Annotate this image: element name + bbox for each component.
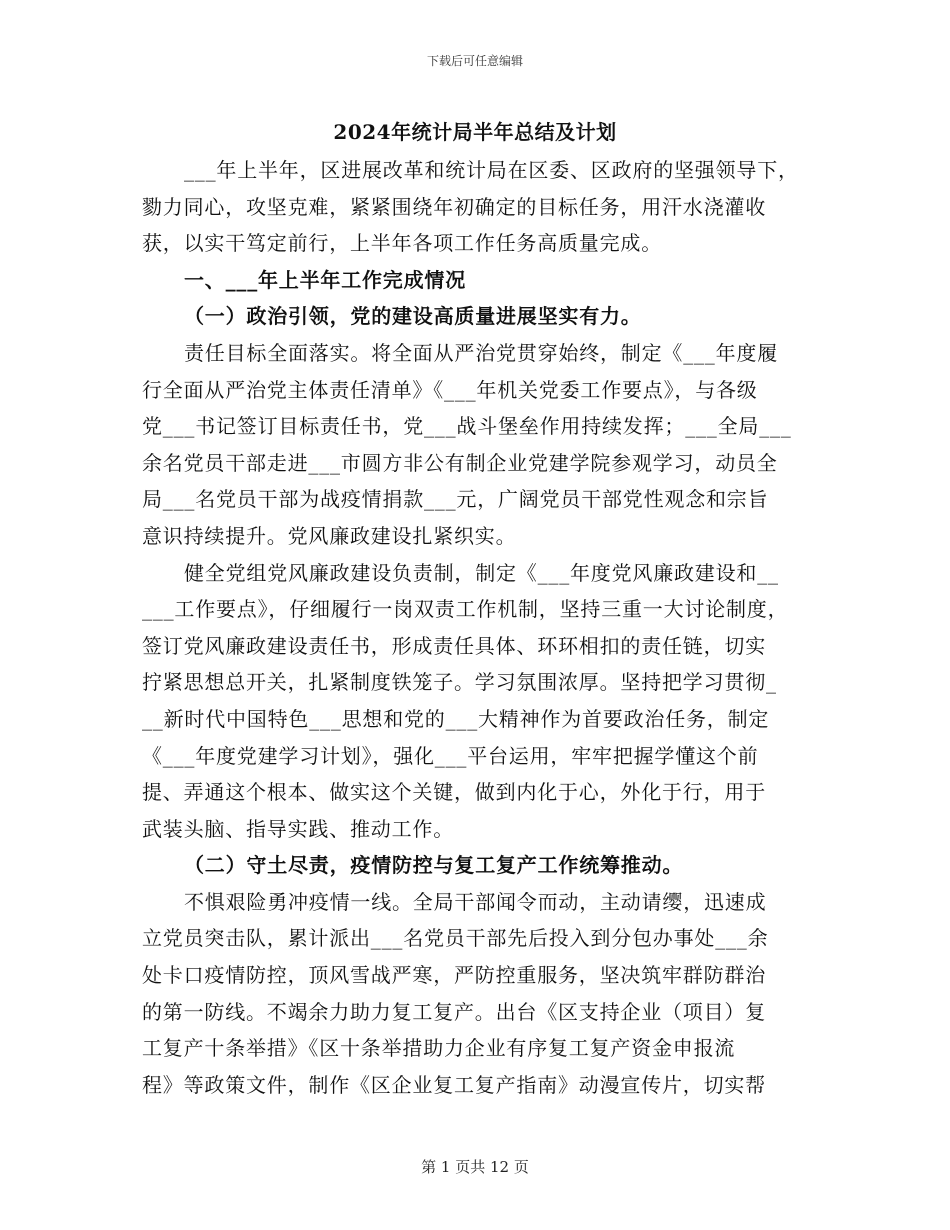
paragraph-line: 拧紧思想总开关，扎紧制度铁笼子。学习氛围浓厚。坚持把学习贯彻_ xyxy=(142,670,777,695)
document-body xyxy=(142,152,812,1103)
paragraph-line: 意识持续提升。党风廉政建设扎紧织实。 xyxy=(142,523,517,548)
paragraph-line: 获，以实干笃定前行，上半年各项工作任务高质量完成。 xyxy=(142,231,662,256)
paragraph-line: 的第一防线。不竭余力助力复工复产。出台《区支持企业（项目）复 xyxy=(142,999,766,1024)
paragraph-line: 余名党员干部走进___市圆方非公有制企业党建学院参观学习，动员全 xyxy=(142,450,778,475)
section-heading: 一、___年上半年工作完成情况 xyxy=(184,267,466,292)
paragraph-line: 党___书记签订目标责任书，党___战斗堡垒作用持续发挥；___全局___ xyxy=(142,414,792,439)
paragraph-line: 签订党风廉政建设责任书，形成责任具体、环环相扣的责任链，切实 xyxy=(142,633,766,658)
paragraph-line: 提、弄通这个根本、做实这个关键，做到内化于心，外化于行，用于 xyxy=(142,780,766,805)
paragraph-line: 不惧艰险勇冲疫情一线。全局干部闻令而动，主动请缨，迅速成 xyxy=(184,889,767,914)
paragraph-line: 程》等政策文件，制作《区企业复工复产指南》动漫宣传片，切实帮 xyxy=(142,1072,766,1097)
paragraph-line: ___工作要点》，仔细履行一岗双责工作机制，坚持三重一大讨论制度， xyxy=(142,597,789,622)
paragraph-line: 工复产十条举措》《区十条举措助力企业有序复工复产资金申报流 xyxy=(142,1036,736,1061)
document-title: 2024年统计局半年总结及计划 xyxy=(333,120,617,144)
header-note: 下载后可任意编辑 xyxy=(426,54,523,68)
paragraph-line: 局___名党员干部为战疫情捐款___元，广阔党员干部党性观念和宗旨 xyxy=(142,487,769,512)
paragraph-line: ___年上半年，区进展改革和统计局在区委、区政府的坚强领导下， xyxy=(184,158,799,182)
paragraph-line: 行全面从严治党主体责任清单》《___年机关党委工作要点》，与各级 xyxy=(142,377,758,402)
paragraph-line: 立党员突击队，累计派出___名党员干部先后投入到分包办事处___余 xyxy=(142,926,769,951)
page-footer: 第 1 页共 12 页 xyxy=(421,1158,529,1176)
paragraph-line: 《___年度党建学习计划》，强化___平台运用，牢牢把握学懂这个前 xyxy=(142,743,759,768)
section-heading: （二）守土尽责，疫情防控与复工复产工作统筹推动。 xyxy=(184,853,684,878)
paragraph-line: 健全党组党风廉政建设负责制，制定《___年度党风廉政建设和__ xyxy=(184,560,779,585)
paragraph-line: 勠力同心，攻坚克难，紧紧围绕年初确定的目标任务，用汗水浇灌收 xyxy=(142,194,766,219)
paragraph-line: 责任目标全面落实。将全面从严治党贯穿始终，制定《___年度履 xyxy=(184,340,778,365)
section-heading: （一）政治引领，党的建设高质量进展坚实有力。 xyxy=(184,304,642,329)
paragraph-line: 武装头脑、指导实践、推动工作。 xyxy=(142,816,454,841)
paragraph-line: __新时代中国特色___思想和党的___大精神作为首要政治任务，制定 xyxy=(142,706,770,731)
paragraph-line: 处卡口疫情防控，顶风雪战严寒，严防控重服务，坚决筑牢群防群治 xyxy=(142,963,766,988)
